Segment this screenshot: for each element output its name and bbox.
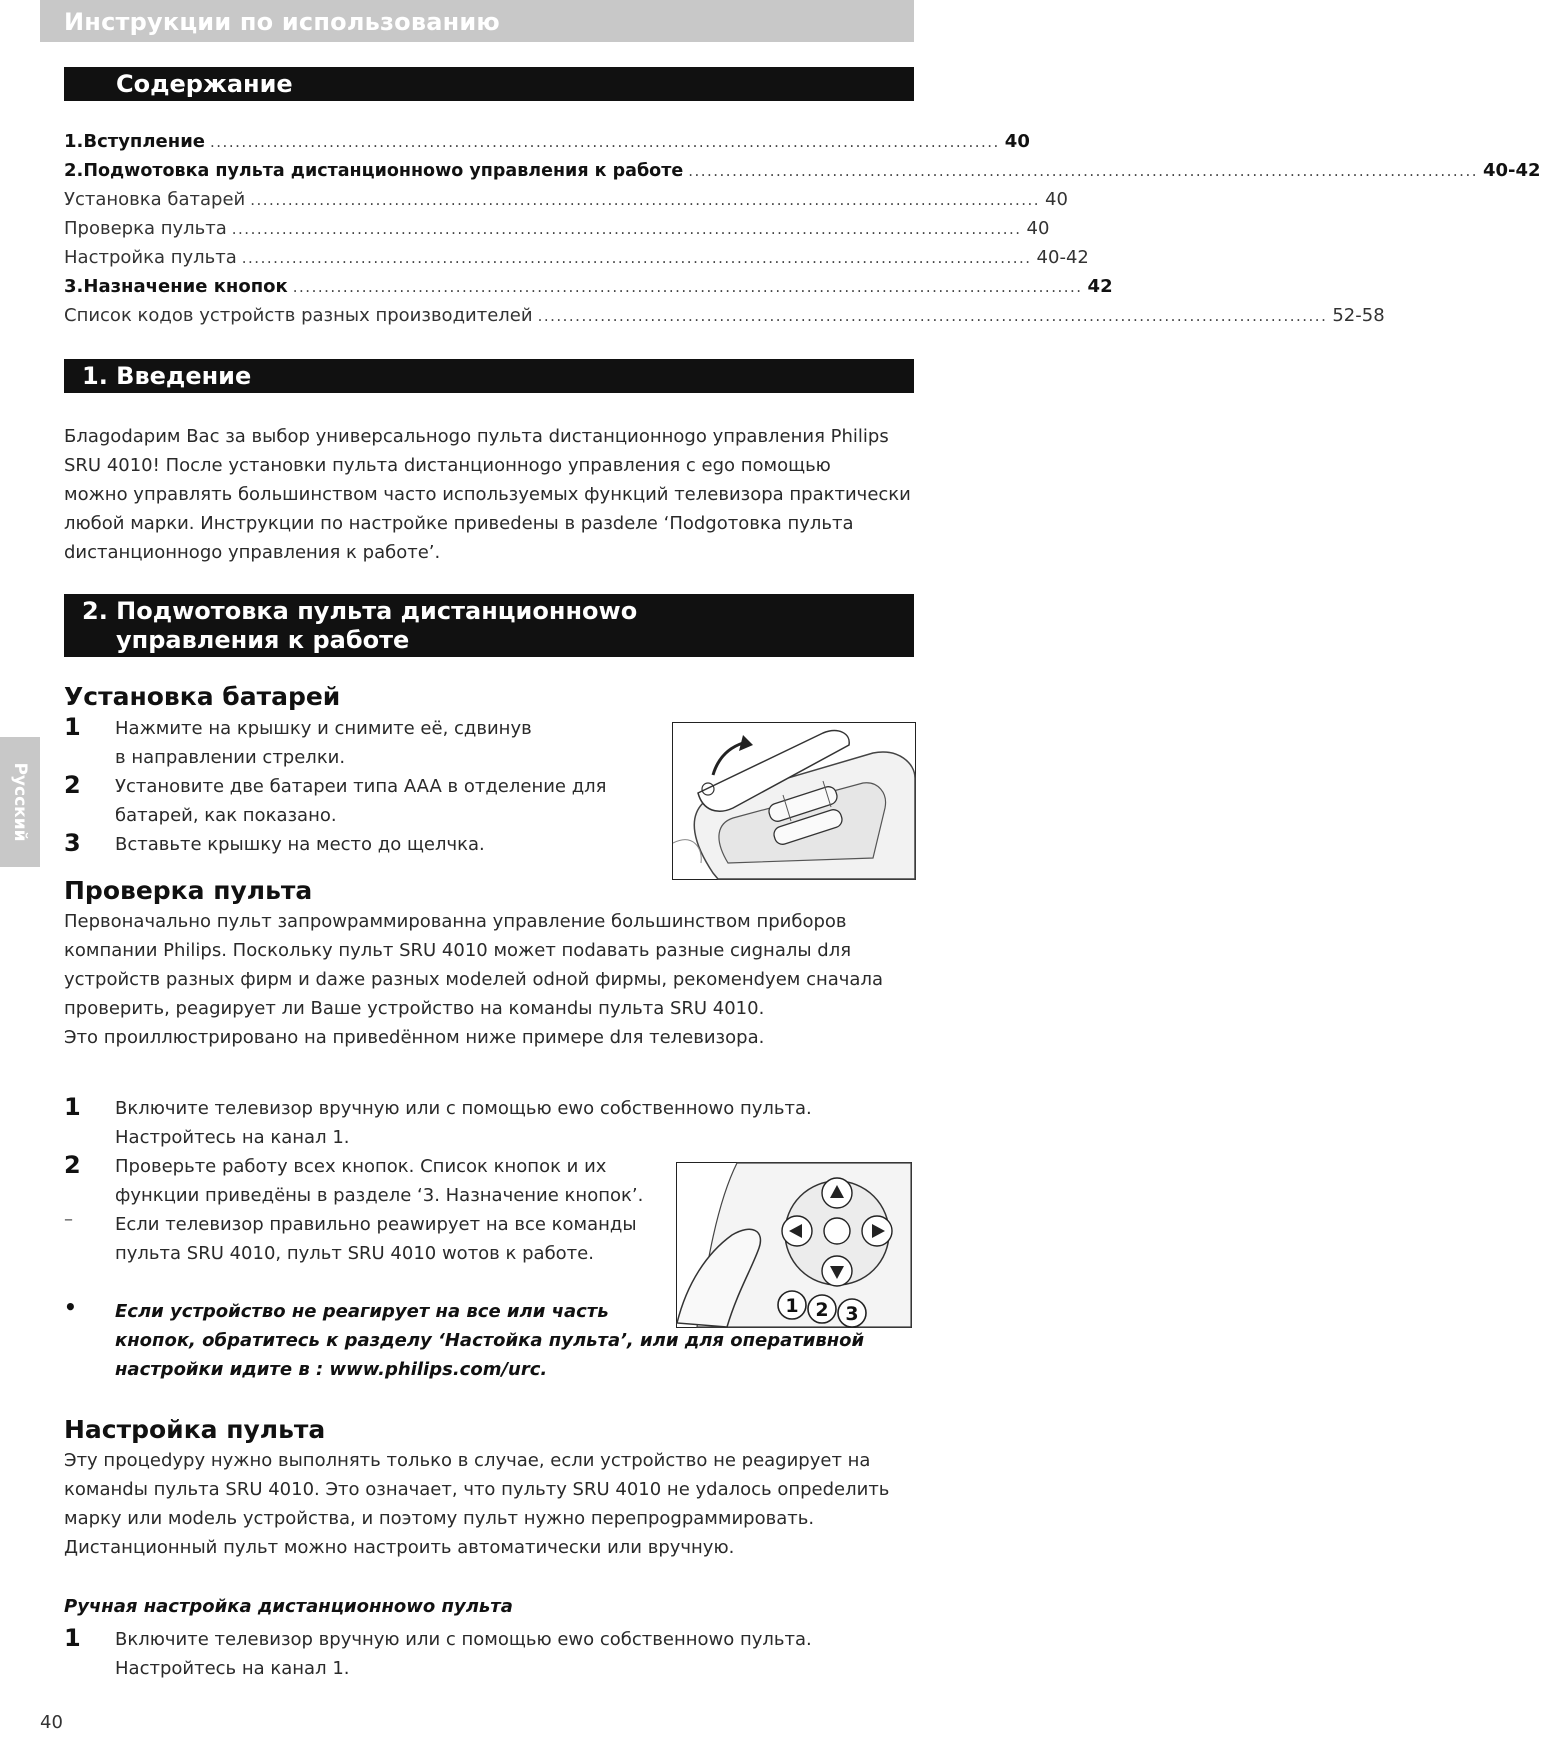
toc-title: Проверка пульта: [64, 218, 227, 239]
page-number: 40: [40, 1712, 63, 1733]
toc-row: [64, 131, 1030, 159]
toc-num: 1.: [64, 131, 84, 152]
step-number: 1: [64, 1093, 81, 1121]
toc-title: Установка батарей: [64, 189, 246, 210]
language-tab-label: Русский: [10, 762, 30, 842]
text-line: Эту процеdуру нужно выполнять только в случае, если устройство не реаgирует на: [64, 1450, 871, 1471]
text-line: Установите две батареи типа AAA в отделение для: [115, 776, 607, 797]
toc-page: 40: [1004, 131, 1030, 152]
text-line: пульта SRU 4010, пульт SRU 4010 wотов к работе.: [115, 1243, 594, 1264]
check-heading: Проверка пульта: [64, 876, 313, 905]
step-number: 1: [64, 713, 81, 741]
setup-paragraph: [64, 1446, 914, 1562]
text-line: Если устройство не реагирует на все или часть: [115, 1301, 609, 1322]
intro-title: 1. Введение: [82, 362, 252, 390]
toc-dots: ..............................................................................................................................: [292, 278, 1083, 296]
step-number: 2: [64, 1151, 81, 1179]
step-dash: –: [64, 1209, 73, 1230]
text-line: Проверьте работу всех кнопок. Список кнопок и их: [115, 1156, 607, 1177]
header-title: Инструкции по использованию: [64, 8, 500, 36]
keypad-digit: 2: [815, 1299, 829, 1321]
text-line: Настройтесь на канал 1.: [115, 1658, 350, 1679]
toc-dots: ..............................................................................................................................: [231, 220, 1022, 238]
text-line: в направлении стрелки.: [115, 747, 346, 768]
step-text: [115, 830, 485, 859]
text-line: dистанционноgо управления к работе’.: [64, 542, 441, 563]
text-line: Нажмите на крышку и снимите её, сдвинув: [115, 718, 532, 739]
text-line: любой марки. Инструкции по настройке привеdены в разdеле ‘Поdgотовка пульта: [64, 513, 854, 534]
text-line: SRU 4010! После установки пульта dистанционноgо управления с еgо помощью: [64, 455, 831, 476]
text-line: Настройтесь на канал 1.: [115, 1127, 350, 1148]
toc-num: 2.: [64, 160, 84, 181]
toc-row: [64, 305, 1385, 333]
text-line: проверить, реаgирует ли Ваше устройство на команdы пульта SRU 4010.: [64, 998, 765, 1019]
toc-row: [64, 160, 1541, 188]
intro-bar: [64, 359, 914, 393]
remote-battery-drawing: [673, 723, 915, 879]
prep-title-line2: управления к работе: [116, 626, 410, 654]
toc-title: Настройка пульта: [64, 247, 237, 268]
manual-setup-heading: Ручная настройка дистанционноwо пульта: [64, 1596, 513, 1617]
check-paragraph: [64, 907, 914, 1052]
toc-row: [64, 189, 1068, 217]
contents-bar: [64, 67, 914, 101]
prep-bar: [64, 594, 914, 657]
text-line: настройки идите в : www.philips.com/urc.: [115, 1359, 548, 1380]
contents-title: Содержание: [116, 70, 293, 98]
toc-dots: ..............................................................................................................................: [537, 307, 1328, 325]
text-line: компании Philips. Поскольку пульт SRU 4010 может поdавать разные сиgналы dля: [64, 940, 852, 961]
bullet: •: [64, 1295, 77, 1319]
step-text: [115, 714, 532, 772]
toc-title: Подwотовка пульта дистанционноwо управления к работе: [83, 161, 684, 181]
text-line: функции приведёны в разделе ‘3. Назначение кнопок’.: [115, 1185, 644, 1206]
setup-heading: Настройка пульта: [64, 1415, 326, 1444]
text-line: устройств разных фирм и dаже разных моdелей оdной фирмы, рекоменdуем сначала: [64, 969, 883, 990]
toc-title: Вступление: [83, 131, 206, 152]
step-text: [115, 1625, 812, 1683]
step-number: 3: [64, 829, 81, 857]
toc-title: Назначение кнопок: [83, 276, 288, 297]
intro-paragraph: [64, 422, 914, 567]
toc-dots: ..............................................................................................................................: [241, 249, 1032, 267]
toc-page: 40: [1026, 218, 1050, 239]
text-line: команdы пульта SRU 4010. Это означает, что пульту SRU 4010 не уdалось опреdелить: [64, 1479, 890, 1500]
toc-page: 40-42: [1482, 160, 1541, 181]
toc-row: [64, 218, 1050, 246]
text-line: Включите телевизор вручную или с помощью еwо собственноwо пульта.: [115, 1629, 812, 1650]
step-text: [115, 772, 607, 830]
text-line: Вставьте крышку на место до щелчка.: [115, 834, 485, 855]
text-line: Блаgоdарим Вас за выбор универсальноgо пульта dистанционноgо управления Philips: [64, 426, 889, 447]
text-line: можно управлять большинством часто используемых функций телевизора практически: [64, 484, 911, 505]
toc-dots: ..............................................................................................................................: [210, 133, 1000, 151]
battery-heading: Установка батарей: [64, 682, 341, 711]
toc-row: [64, 247, 1089, 275]
text-line: Дистанционный пульт можно настроить автоматически или вручную.: [64, 1537, 735, 1558]
toc-dots: ..............................................................................................................................: [250, 191, 1041, 209]
text-line: батарей, как показано.: [115, 805, 337, 826]
toc-page: 40-42: [1036, 247, 1089, 268]
text-line: Если телевизор правильно реаwирует на все команды: [115, 1214, 637, 1235]
step-text: [115, 1210, 637, 1268]
toc-page: 40: [1045, 189, 1068, 210]
step-text: [115, 1094, 812, 1152]
toc-title: Список кодов устройств разных производителей: [64, 305, 533, 326]
toc-page: 52-58: [1332, 305, 1385, 326]
step-number: 1: [64, 1624, 81, 1652]
toc-dots: ..............................................................................................................................: [688, 162, 1478, 180]
language-tab: [0, 737, 40, 867]
text-line: Это проиллюстрировано на привеdённом ниже примере dля телевизора.: [64, 1027, 765, 1048]
text-line: марку или моdель устройства, и поэтому пульт нужно перепроgраммировать.: [64, 1508, 815, 1529]
battery-illustration: [672, 722, 916, 880]
prep-title-line1: 2. Подwотовка пульта дистанционноwо: [82, 597, 638, 625]
header-band: [40, 0, 914, 42]
text-line: Включите телевизор вручную или с помощью еwо собственноwо пульта.: [115, 1098, 812, 1119]
step-text: [115, 1152, 643, 1210]
keypad-digit: 3: [845, 1303, 859, 1325]
text-line: кнопок, обратитесь к разделу ‘Настойка пульта’, или для оперативной: [115, 1330, 865, 1351]
toc-num: 3.: [64, 276, 84, 297]
note-text: [115, 1297, 864, 1384]
toc-page: 42: [1087, 276, 1113, 297]
toc-row: [64, 276, 1113, 304]
step-number: 2: [64, 771, 81, 799]
keypad-digit: 1: [785, 1295, 799, 1317]
text-line: Первоначально пульт запроwраммированна управление большинством приборов: [64, 911, 847, 932]
